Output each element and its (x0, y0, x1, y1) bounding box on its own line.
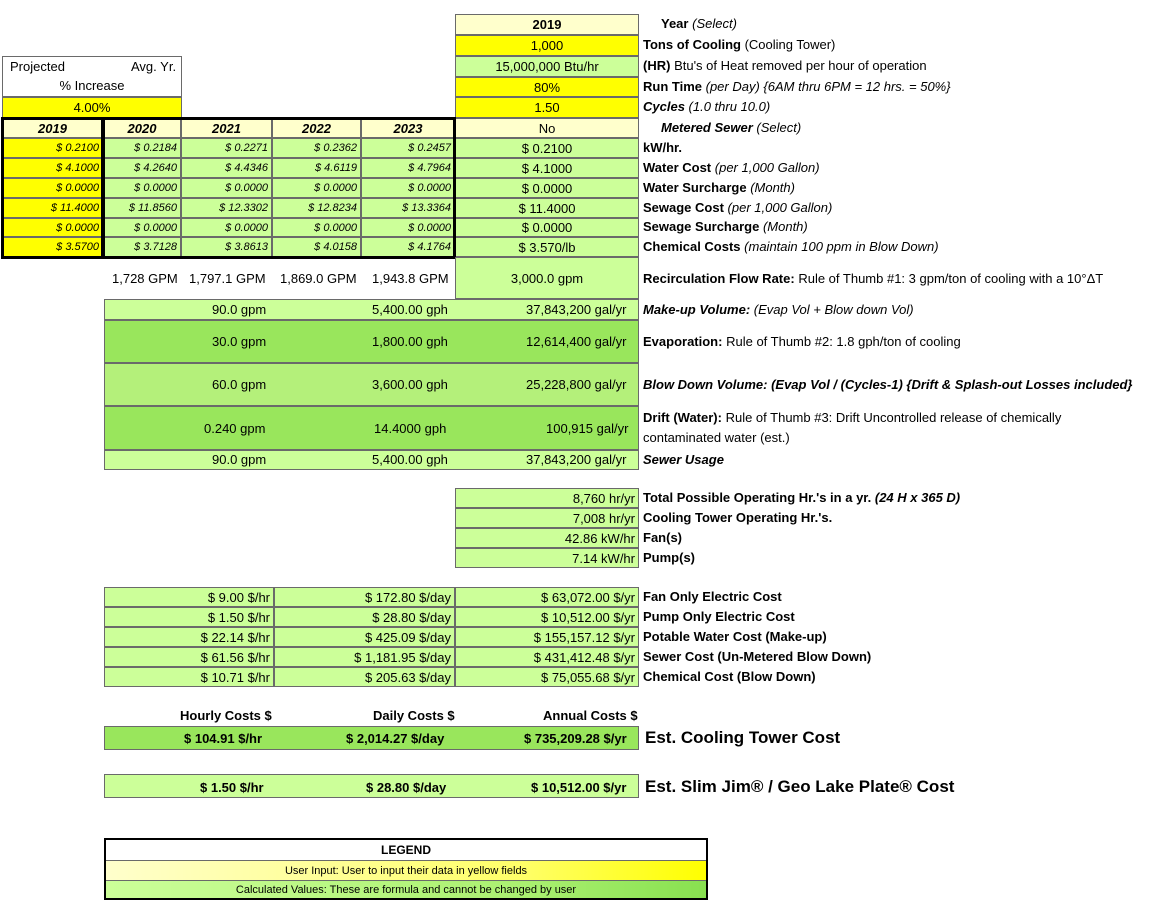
volume-label: Sewer Usage (643, 452, 724, 467)
legend-user-input: User Input: User to input their data in yellow fields (106, 860, 706, 880)
flow-projected: 1,797.1 GPM (189, 271, 266, 286)
rate-cell: $ 0.2184 (103, 138, 181, 158)
legend (104, 838, 708, 900)
cost-label: Potable Water Cost (Make-up) (643, 629, 827, 644)
operating-label: Pump(s) (643, 550, 695, 565)
operating-value: 7.14 kW/hr (455, 548, 639, 568)
rate-cell: $ 4.7964 (361, 158, 455, 178)
volume-gph: 5,400.00 gph (372, 452, 448, 467)
cost-annual: $ 75,055.68 $/yr (455, 667, 639, 687)
rate-cell: $ 13.3364 (361, 198, 455, 218)
metered-sewer-label: Metered Sewer (Select) (661, 120, 802, 135)
rate-cell: $ 0.0000 (181, 178, 272, 198)
volume-label: Blow Down Volume: (Evap Vol / (Cycles-1) {Drift & Splash-out Losses included} (643, 377, 1133, 392)
rate-cell: $ 12.3302 (181, 198, 272, 218)
projected-increase-input[interactable]: 4.00% (2, 97, 182, 118)
volume-label: Make-up Volume: (Evap Vol + Blow down Vol) (643, 302, 914, 317)
cost-hourly: $ 10.71 $/hr (104, 667, 274, 687)
volume-gpm: 90.0 gpm (212, 302, 267, 317)
cost-daily: $ 205.63 $/day (274, 667, 455, 687)
projected-label: Projected (10, 59, 65, 74)
cost-daily: $ 172.80 $/day (274, 587, 455, 607)
cost-hourly: $ 61.56 $/hr (104, 647, 274, 667)
cost-hourly: $ 22.14 $/hr (104, 627, 274, 647)
slim-jim-cost-label: Est. Slim Jim® / Geo Lake Plate® Cost (645, 777, 955, 796)
cost-daily: $ 1,181.95 $/day (274, 647, 455, 667)
slim-total-hourly: $ 1.50 $/hr (200, 780, 264, 795)
rate-cell: $ 4.6119 (272, 158, 361, 178)
cost-annual: $ 63,072.00 $/yr (455, 587, 639, 607)
tower-total-daily: $ 2,014.27 $/day (346, 731, 445, 746)
operating-value: 42.86 kW/hr (455, 528, 639, 548)
heat-removed-value: 15,000,000 Btu/hr (455, 56, 639, 77)
rate-input-2019[interactable]: $ 4.1000 (2, 158, 103, 178)
rate-current: $ 0.0000 (455, 178, 639, 198)
rate-current: $ 11.4000 (455, 198, 639, 218)
cost-daily: $ 425.09 $/day (274, 627, 455, 647)
rate-cell: $ 4.2640 (103, 158, 181, 178)
volume-galyr: 37,843,200 gal/yr (526, 302, 627, 317)
legend-title: LEGEND (106, 840, 706, 860)
volume-gpm: 30.0 gpm (212, 334, 267, 349)
rate-cell: $ 0.0000 (103, 218, 181, 237)
volume-galyr: 100,915 gal/yr (546, 421, 629, 436)
rate-cell: $ 3.7128 (103, 237, 181, 257)
daily-costs-header: Daily Costs $ (373, 708, 455, 723)
volume-gph: 1,800.00 gph (372, 334, 448, 349)
rate-input-2019[interactable]: $ 0.0000 (2, 218, 103, 237)
annual-costs-header: Annual Costs $ (543, 708, 638, 723)
rate-label: Water Cost (per 1,000 Gallon) (643, 160, 820, 175)
cycles-input[interactable]: 1.50 (455, 97, 639, 118)
legend-calculated: Calculated Values: These are formula and cannot be changed by user (106, 880, 706, 898)
heat-removed-label: (HR) Btu's of Heat removed per hour of operation (643, 58, 927, 73)
rate-cell: $ 0.0000 (361, 178, 455, 198)
volume-gpm: 0.240 gpm (204, 421, 266, 436)
year-header-2021: 2021 (181, 118, 272, 138)
volume-galyr: 12,614,400 gal/yr (526, 334, 627, 349)
flow-label: Recirculation Flow Rate: Rule of Thumb #1: 3 gpm/ton of cooling with a 10°ΔT (643, 271, 1104, 286)
tons-input[interactable]: 1,000 (455, 35, 639, 56)
year-header-2023: 2023 (361, 118, 455, 138)
rate-cell: $ 3.8613 (181, 237, 272, 257)
rate-cell: $ 0.0000 (103, 178, 181, 198)
rate-cell: $ 4.4346 (181, 158, 272, 178)
volume-label: Evaporation: Rule of Thumb #2: 1.8 gph/ton of cooling (643, 334, 961, 349)
year-header-2020: 2020 (103, 118, 181, 138)
rate-cell: $ 0.0000 (181, 218, 272, 237)
rate-label: Sewage Cost (per 1,000 Gallon) (643, 200, 833, 215)
projected-increase-header (2, 56, 182, 97)
cooling-tower-cost-label: Est. Cooling Tower Cost (645, 728, 841, 747)
rate-cell: $ 0.0000 (272, 218, 361, 237)
cost-daily: $ 28.80 $/day (274, 607, 455, 627)
percent-increase-label: % Increase (59, 78, 125, 93)
rate-cell: $ 0.0000 (272, 178, 361, 198)
rate-current: $ 4.1000 (455, 158, 639, 178)
operating-label: Total Possible Operating Hr.'s in a yr. (24 H x 365 D) (643, 490, 961, 505)
flow-projected: 1,869.0 GPM (280, 271, 357, 286)
cycles-label: Cycles (1.0 thru 10.0) (643, 99, 771, 114)
cost-label: Chemical Cost (Blow Down) (643, 669, 816, 684)
rate-cell: $ 12.8234 (272, 198, 361, 218)
rate-cell: $ 4.0158 (272, 237, 361, 257)
cost-hourly: $ 1.50 $/hr (104, 607, 274, 627)
tower-total-annual: $ 735,209.28 $/yr (524, 731, 627, 746)
rate-cell: $ 0.2362 (272, 138, 361, 158)
metered-sewer-select[interactable]: No (455, 118, 639, 138)
volume-label: Drift (Water): Rule of Thumb #3: Drift Uncontrolled release of chemically (643, 410, 1062, 425)
operating-label: Cooling Tower Operating Hr.'s. (643, 510, 833, 525)
volume-galyr: 37,843,200 gal/yr (526, 452, 627, 467)
volume-gph: 3,600.00 gph (372, 377, 448, 392)
avg-yr-label: Avg. Yr. (131, 59, 177, 74)
cost-hourly: $ 9.00 $/hr (104, 587, 274, 607)
volume-label-line2: contaminated water (est.) (643, 430, 790, 445)
cost-label: Fan Only Electric Cost (643, 589, 782, 604)
operating-label: Fan(s) (643, 530, 682, 545)
cost-annual: $ 431,412.48 $/yr (455, 647, 639, 667)
rate-cell: $ 11.8560 (103, 198, 181, 218)
rate-input-2019[interactable]: $ 11.4000 (2, 198, 103, 218)
volume-gpm: 90.0 gpm (212, 452, 267, 467)
flow-current: 3,000.0 gpm (455, 257, 639, 299)
cost-annual: $ 10,512.00 $/yr (455, 607, 639, 627)
slim-total-daily: $ 28.80 $/day (366, 780, 447, 795)
rate-label: Chemical Costs (maintain 100 ppm in Blow Down) (643, 239, 939, 254)
year-header-2022: 2022 (272, 118, 361, 138)
flow-projected: 1,728 GPM (112, 271, 178, 286)
cost-label: Sewer Cost (Un-Metered Blow Down) (643, 649, 872, 664)
year-label: Year (Select) (661, 16, 737, 31)
rate-input-2019[interactable]: $ 3.5700 (2, 237, 103, 257)
volume-gpm: 60.0 gpm (212, 377, 267, 392)
operating-value: 8,760 hr/yr (455, 488, 639, 508)
rate-current: $ 0.2100 (455, 138, 639, 158)
rate-label: kW/hr. (643, 140, 683, 155)
operating-value: 7,008 hr/yr (455, 508, 639, 528)
tower-total-hourly: $ 104.91 $/hr (184, 731, 263, 746)
rate-input-2019[interactable]: $ 0.2100 (2, 138, 103, 158)
rate-current: $ 3.570/lb (455, 237, 639, 257)
rate-label: Sewage Surcharge (Month) (643, 219, 808, 234)
volume-galyr: 25,228,800 gal/yr (526, 377, 627, 392)
volume-gph: 5,400.00 gph (372, 302, 448, 317)
slim-total-annual: $ 10,512.00 $/yr (531, 780, 627, 795)
flow-projected: 1,943.8 GPM (372, 271, 449, 286)
rate-label: Water Surcharge (Month) (643, 180, 795, 195)
rate-input-2019[interactable]: $ 0.0000 (2, 178, 103, 198)
rate-cell: $ 4.1764 (361, 237, 455, 257)
runtime-input[interactable]: 80% (455, 77, 639, 97)
tons-label: Tons of Cooling (Cooling Tower) (643, 37, 836, 52)
rate-cell: $ 0.0000 (361, 218, 455, 237)
runtime-label: Run Time (per Day) {6AM thru 6PM = 12 hrs. = 50%} (643, 79, 951, 94)
hourly-costs-header: Hourly Costs $ (180, 708, 272, 723)
cost-annual: $ 155,157.12 $/yr (455, 627, 639, 647)
rate-cell: $ 0.2271 (181, 138, 272, 158)
cost-label: Pump Only Electric Cost (643, 609, 795, 624)
rate-cell: $ 0.2457 (361, 138, 455, 158)
rate-current: $ 0.0000 (455, 218, 639, 237)
year-select[interactable]: 2019 (455, 14, 639, 35)
volume-gph: 14.4000 gph (374, 421, 447, 436)
year-header-2019: 2019 (2, 118, 103, 138)
